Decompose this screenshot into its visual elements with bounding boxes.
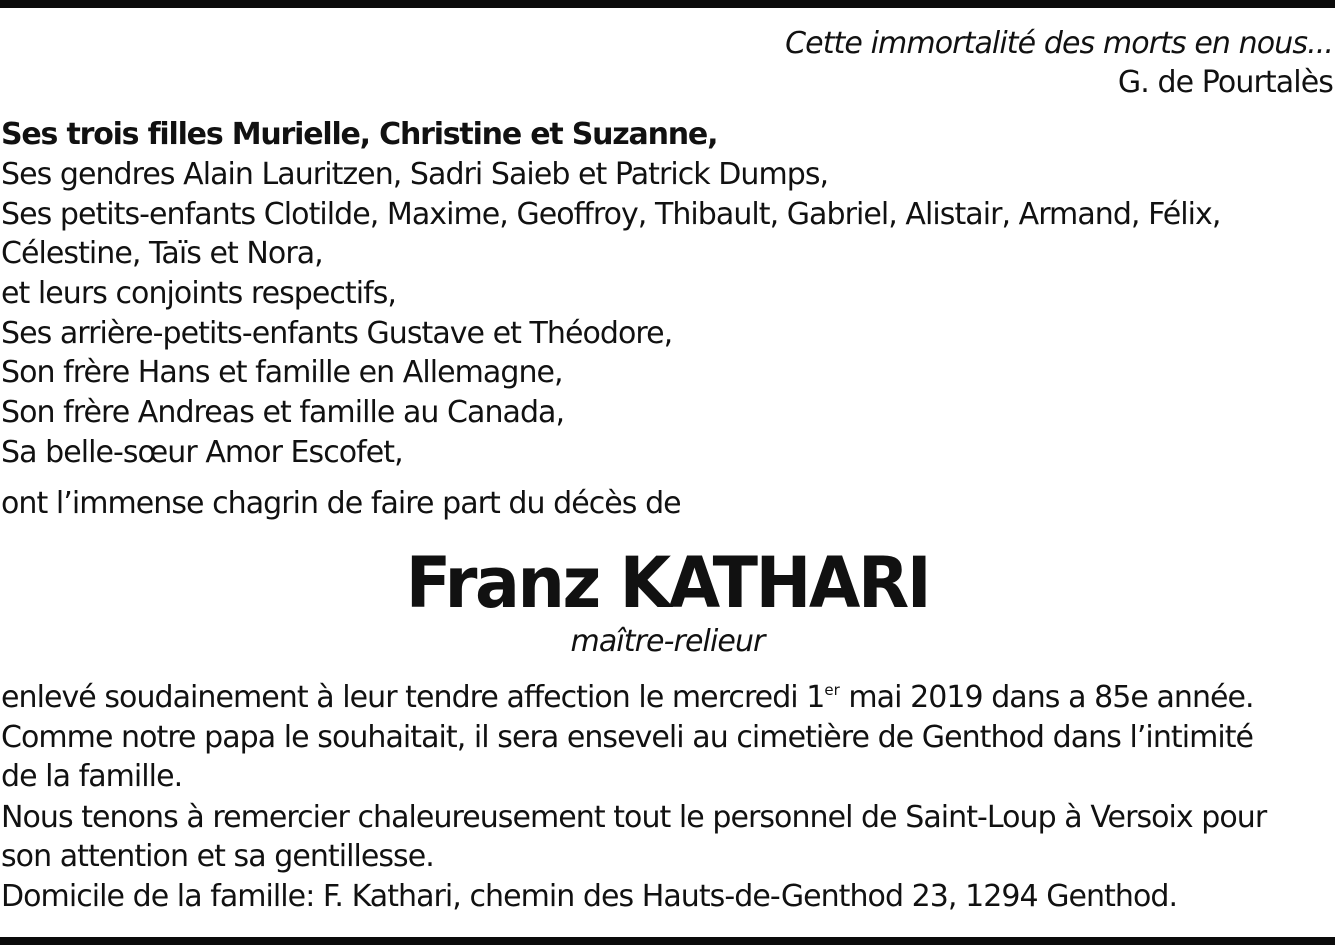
deceased-profession: maître-relieur (570, 624, 765, 659)
epigraph-author: G. de Pourtalès (1117, 65, 1333, 100)
death-date-line (1, 678, 1254, 718)
thanks-line-1: Nous tenons à remercier chaleureusement tout le personnel de Saint-Loup à Versoix pour (1, 800, 1267, 835)
great-grandchildren-line: Ses arrière-petits-enfants Gustave et Théodore, (1, 316, 673, 351)
brother-hans-line: Son frère Hans et famille en Allemagne, (1, 355, 563, 390)
deceased-name: Franz KATHARI (405, 542, 930, 624)
sister-in-law-line: Sa belle-sœur Amor Escofet, (1, 435, 403, 470)
thanks-line-2: son attention et sa gentillesse. (1, 839, 434, 874)
burial-line-1: Comme notre papa le souhaitait, il sera enseveli au cimetière de Genthod dans l’intimité (1, 720, 1254, 755)
bottom-border-rule (0, 937, 1335, 945)
brother-andreas-line: Son frère Andreas et famille au Canada, (1, 395, 565, 430)
epigraph-quote: Cette immortalité des morts en nous... (785, 26, 1333, 61)
burial-line-2: de la famille. (1, 759, 183, 794)
family-address-line: Domicile de la famille: F. Kathari, chemin des Hauts-de-Genthod 23, 1294 Genthod. (1, 879, 1178, 914)
death-date-text-end: mai 2019 dans a 85e année. (839, 680, 1254, 715)
sons-in-law-line: Ses gendres Alain Lauritzen, Sadri Saieb et Patrick Dumps, (1, 157, 829, 192)
spouses-line: et leurs conjoints respectifs, (1, 276, 396, 311)
top-border-rule (0, 0, 1335, 8)
daughters-line: Ses trois filles Murielle, Christine et Suzanne, (1, 117, 718, 152)
grandchildren-line-1: Ses petits-enfants Clotilde, Maxime, Geoffroy, Thibault, Gabriel, Alistair, Armand, Félix, (1, 197, 1221, 232)
date-ordinal-superscript: er (824, 681, 840, 699)
death-date-text: enlevé soudainement à leur tendre affection le mercredi 1 (1, 680, 825, 715)
announcement-line: ont l’immense chagrin de faire part du décès de (1, 486, 681, 521)
grandchildren-line-2: Célestine, Taïs et Nora, (1, 236, 323, 271)
